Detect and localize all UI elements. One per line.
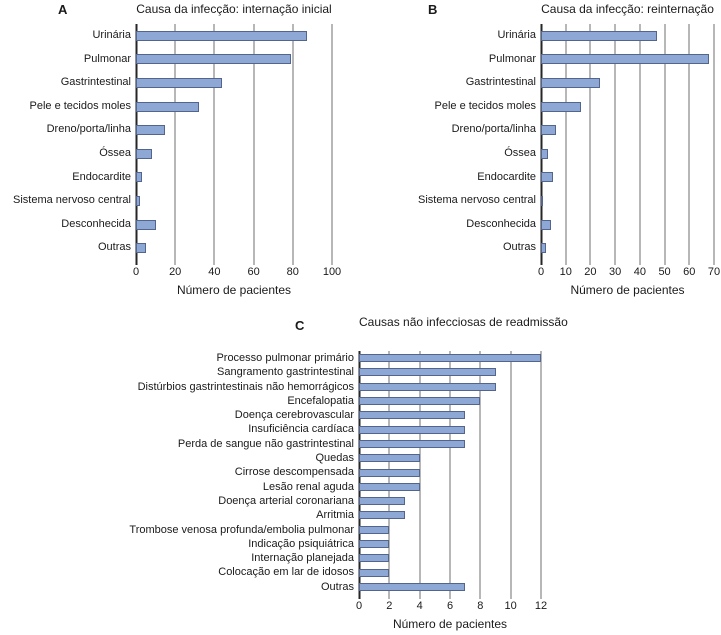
category-label: Quedas: [315, 452, 354, 465]
bar-row: [359, 480, 541, 494]
bar-row: [136, 48, 332, 72]
category-label: Outras: [320, 580, 354, 593]
chart-body: [0, 24, 360, 260]
bar-row: [541, 118, 714, 142]
category-label: Endocardite: [477, 170, 536, 183]
category-label: Endocardite: [72, 170, 131, 183]
bar-row: [541, 71, 714, 95]
chart-panel-b: [360, 0, 721, 297]
bar: [136, 102, 199, 112]
x-tick-label: 40: [208, 265, 221, 278]
category-label: Sangramento gastrintestinal: [217, 366, 354, 379]
bar-row: [359, 508, 541, 522]
category-label: Gastrintestinal: [465, 76, 536, 89]
category-label: Pulmonar: [488, 52, 536, 65]
category-labels: [95, 351, 359, 594]
x-axis-title-c: Número de pacientes: [392, 617, 508, 632]
category-label: Gastrintestinal: [60, 76, 131, 89]
bar-row: [136, 189, 332, 213]
category-label: Doença cerebrovascular: [234, 409, 354, 422]
category-label: Urinária: [497, 29, 536, 41]
category-label: Sistema nervoso central: [13, 194, 131, 207]
category-labels: [0, 24, 136, 260]
x-tick-label: 20: [584, 265, 597, 278]
bar: [136, 78, 222, 88]
bar: [541, 54, 709, 64]
bar-row: [359, 523, 541, 537]
bar-row: [541, 95, 714, 119]
x-tick-label: 10: [559, 265, 572, 278]
bar-row: [541, 24, 714, 48]
chart-title-c: Causas não infecciosas de readmissão: [359, 315, 568, 329]
bar-row: [359, 408, 541, 422]
bar: [359, 454, 420, 462]
bar-row: [359, 494, 541, 508]
bar-row: [359, 580, 541, 594]
x-tick-label: 10: [504, 600, 517, 613]
category-label: Internação planejada: [251, 552, 354, 565]
bar-row: [136, 142, 332, 166]
bar-row: [359, 465, 541, 479]
x-tick-label: 6: [446, 600, 454, 613]
chart-panel-c: [95, 310, 568, 632]
bar: [541, 196, 543, 206]
bar-row: [359, 380, 541, 394]
bar: [359, 469, 420, 477]
category-label: Urinária: [92, 29, 131, 41]
bars: [541, 24, 714, 260]
bar: [136, 31, 307, 41]
bar: [541, 220, 551, 230]
bar: [359, 511, 405, 519]
category-label: Doença arterial coronariana: [218, 494, 354, 507]
bar-row: [541, 213, 714, 237]
plot-area: [541, 24, 714, 260]
category-label: Outras: [97, 241, 131, 254]
bar: [541, 243, 546, 253]
bar-row: [359, 565, 541, 579]
bars: [136, 24, 332, 260]
chart-header: [95, 315, 568, 351]
bar: [359, 440, 465, 448]
x-axis-title-b: Número de pacientes: [570, 282, 685, 297]
chart-body: [360, 24, 721, 260]
chart-header: [0, 2, 360, 24]
category-label: Outras: [502, 241, 536, 254]
bar: [359, 483, 420, 491]
x-tick-label: 20: [169, 265, 182, 278]
bar: [541, 125, 556, 135]
category-label: Desconhecida: [61, 217, 131, 230]
x-tick-label: 0: [132, 265, 140, 278]
category-label: Colocação em lar de idosos: [218, 566, 354, 579]
bar: [359, 397, 480, 405]
x-tick-label: 60: [247, 265, 260, 278]
bar-row: [136, 166, 332, 190]
x-axis-ticks: [355, 600, 548, 614]
bar: [136, 125, 165, 135]
category-label: Óssea: [504, 146, 536, 159]
x-axis-ticks: [132, 265, 342, 280]
panel-letter-a: A: [58, 2, 68, 17]
bar-row: [136, 24, 332, 48]
category-label: Insuficiência cardíaca: [248, 423, 354, 436]
chart-title-b: Causa da infecção: reinternação: [541, 2, 714, 16]
bar-row: [359, 551, 541, 565]
category-label: Cirrose descompensada: [234, 466, 354, 479]
plot-area: [136, 24, 332, 260]
bar-row: [136, 236, 332, 260]
panel-letter-b: B: [428, 2, 438, 17]
category-label: Distúrbios gastrintestinais não hemorrágicos: [137, 380, 354, 393]
category-label: Dreno/porta/linha: [46, 123, 131, 136]
bar: [136, 149, 152, 159]
bar: [359, 354, 541, 362]
bar: [136, 54, 291, 64]
x-tick-label: 100: [322, 265, 342, 278]
bar-row: [541, 236, 714, 260]
x-axis-title-a: Número de pacientes: [176, 282, 292, 297]
category-label: Sistema nervoso central: [418, 194, 536, 207]
bar: [359, 554, 389, 562]
category-label: Dreno/porta/linha: [451, 123, 536, 136]
category-labels: [360, 24, 541, 260]
bars: [359, 351, 541, 594]
bar-row: [136, 213, 332, 237]
x-tick-label: 0: [355, 600, 363, 613]
bar: [541, 31, 657, 41]
category-label: Pulmonar: [83, 52, 131, 65]
x-tick-label: 0: [537, 265, 545, 278]
bar: [136, 172, 142, 182]
x-tick-label: 2: [386, 600, 393, 613]
chart-header: [360, 2, 721, 24]
bar-row: [359, 422, 541, 436]
bar: [541, 78, 600, 88]
bar-row: [359, 537, 541, 551]
bar: [359, 569, 389, 577]
x-tick-label: 60: [683, 265, 696, 278]
chart-body: [95, 351, 555, 594]
x-axis-ticks: [537, 265, 721, 280]
bar: [359, 497, 405, 505]
bar-row: [541, 48, 714, 72]
bar: [541, 102, 581, 112]
chart-title-a: Causa da infecção: internação inicial: [136, 2, 332, 16]
bar-row: [136, 71, 332, 95]
bar: [136, 243, 146, 253]
x-tick-label: 30: [609, 265, 622, 278]
bar-row: [359, 451, 541, 465]
bar: [359, 368, 496, 376]
bar-row: [136, 118, 332, 142]
category-label: Perda de sangue não gastrintestinal: [177, 437, 354, 450]
bar-row: [541, 166, 714, 190]
category-label: Pele e tecidos moles: [29, 99, 131, 112]
category-label: Desconhecida: [466, 217, 536, 230]
category-label: Lesão renal aguda: [262, 480, 354, 493]
bar: [359, 583, 465, 591]
bar: [359, 411, 465, 419]
x-tick-label: 80: [286, 265, 299, 278]
bar: [359, 540, 389, 548]
bar-row: [359, 351, 541, 365]
chart-panel-a: [0, 0, 360, 297]
bar: [359, 526, 389, 534]
panel-letter-c: C: [295, 318, 305, 333]
bar-row: [541, 189, 714, 213]
bar: [541, 172, 553, 182]
bar: [136, 220, 156, 230]
x-tick-label: 40: [633, 265, 646, 278]
bar: [359, 383, 496, 391]
x-tick-label: 50: [658, 265, 671, 278]
category-label: Arritmia: [316, 509, 354, 522]
bar-row: [359, 394, 541, 408]
category-label: Óssea: [99, 146, 131, 159]
category-label: Indicação psiquiátrica: [248, 537, 354, 550]
bar-row: [541, 142, 714, 166]
category-label: Processo pulmonar primário: [216, 352, 354, 364]
bar: [136, 196, 140, 206]
plot-area: [359, 351, 541, 594]
x-tick-label: 4: [416, 600, 423, 613]
bar-row: [359, 437, 541, 451]
x-tick-label: 70: [707, 265, 721, 278]
bar: [359, 426, 465, 434]
x-tick-label: 12: [534, 600, 548, 613]
category-label: Encefalopatia: [287, 394, 354, 407]
category-label: Trombose venosa profunda/embolia pulmonar: [129, 523, 354, 536]
bar-row: [136, 95, 332, 119]
x-tick-label: 8: [477, 600, 484, 613]
category-label: Pele e tecidos moles: [434, 99, 536, 112]
bar: [541, 149, 548, 159]
bar-row: [359, 365, 541, 379]
